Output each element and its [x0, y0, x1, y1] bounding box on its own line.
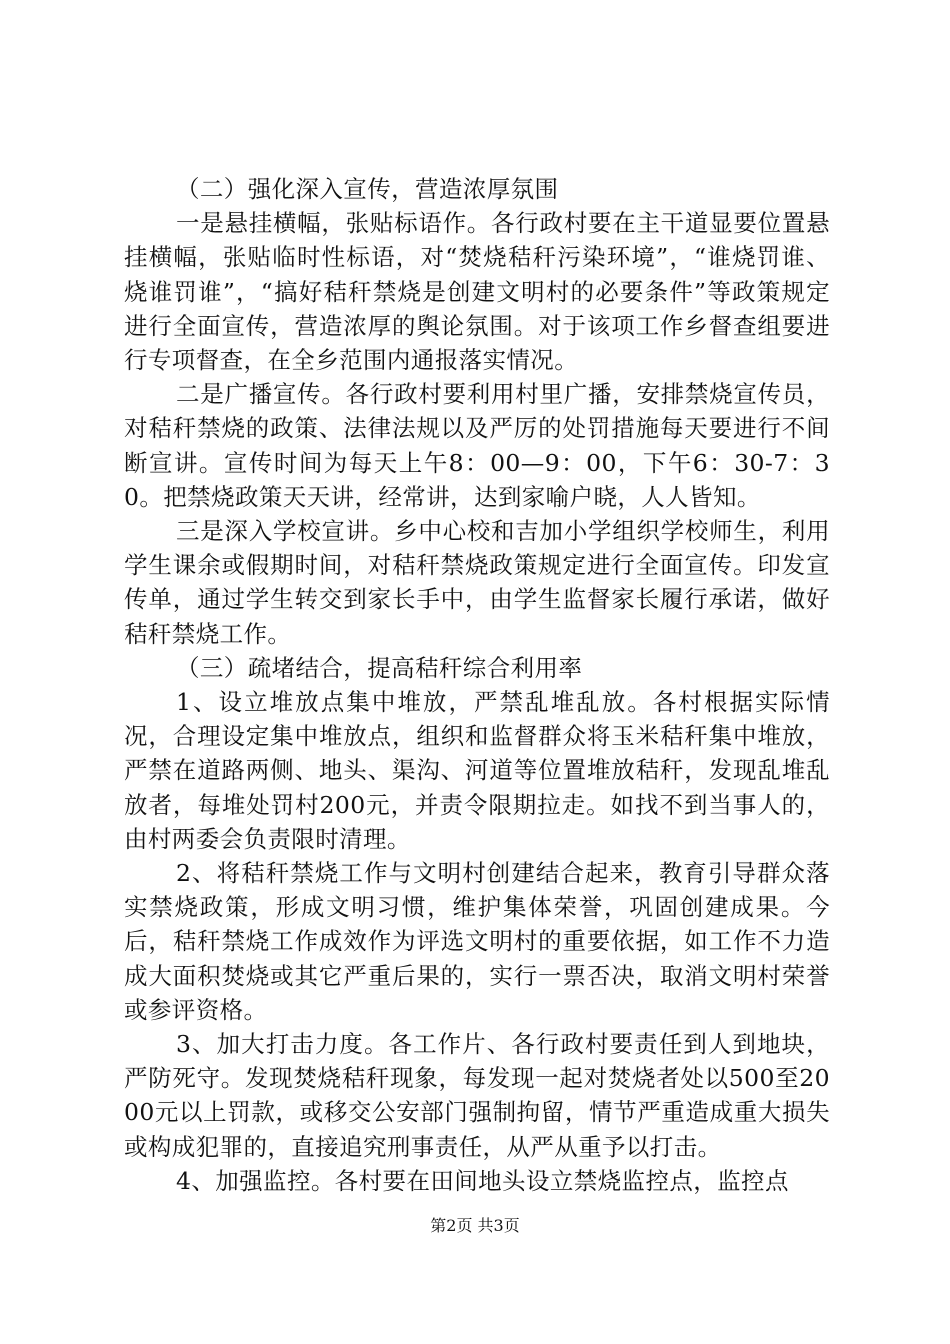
paragraph-item-4: 4、加强监控。各村要在田间地头设立禁烧监控点，监控点 [176, 1166, 789, 1195]
section-heading-3: （三）疏堵结合，提高秸秆综合利用率 [176, 653, 583, 682]
document-body [124, 172, 830, 1198]
paragraph-item-3: 3、加大打击力度。各工作片、各行政村要责任到人到地块，严防死守。发现焚烧秸秆现象，每发现一起对焚烧者处以500至2000元以上罚款，或移交公安部门强制拘留，情节严重造成重大损失或构成犯罪的，直接追究刑事责任，从严从重予以打击。 [124, 1030, 830, 1161]
page-number-footer: 第2页 共3页 [430, 1216, 520, 1235]
section-heading-2: （二）强化深入宣传，营造浓厚氛围 [176, 175, 559, 203]
paragraph-broadcast: 二是广播宣传。各行政村要利用村里广播，安排禁烧宣传员，对秸秆禁烧的政策、法律法规以及严厉的处罚措施每天要进行不间断宣讲。宣传时间为每天上午8：00—9：00，下午6：30-7：30。把禁烧政策天天讲，经常讲，达到家喻户晓，人人皆知。 [124, 380, 830, 511]
paragraph-item-2: 2、将秸秆禁烧工作与文明村创建结合起来，教育引导群众落实禁烧政策，形成文明习惯，维护集体荣誉，巩固创建成果。今后，秸秆禁烧工作成效作为评选文明村的重要依据，如工作不力造成大面积焚烧或其它严重后果的，实行一票否决，取消文明村荣誉或参评资格。 [124, 859, 830, 1024]
paragraph-banners: 一是悬挂横幅，张贴标语作。各行政村要在主干道显要位置悬挂横幅，张贴临时性标语，对“焚烧秸秆污染环境”，“谁烧罚谁、烧谁罚谁”，“搞好秸秆禁烧是创建文明村的必要条件”等政策规定进行全面宣传，营造浓厚的舆论氛围。对于该项工作乡督查组要进行专项督查，在全乡范围内通报落实情况。 [124, 209, 830, 375]
paragraph-item-1: 1、设立堆放点集中堆放，严禁乱堆乱放。各村根据实际情况，合理设定集中堆放点，组织和监督群众将玉米秸秆集中堆放，严禁在道路两侧、地头、渠沟、河道等位置堆放秸秆，发现乱堆乱放者，每堆处罚村200元，并责令限期拉走。如找不到当事人的，由村两委会负责限时清理。 [124, 688, 830, 853]
paragraph-school: 三是深入学校宣讲。乡中心校和吉加小学组织学校师生，利用学生课余或假期时间，对秸秆禁烧政策规定进行全面宣传。印发宣传单，通过学生转交到家长手中，由学生监督家长履行承诺，做好秸秆禁烧工作。 [124, 517, 830, 648]
